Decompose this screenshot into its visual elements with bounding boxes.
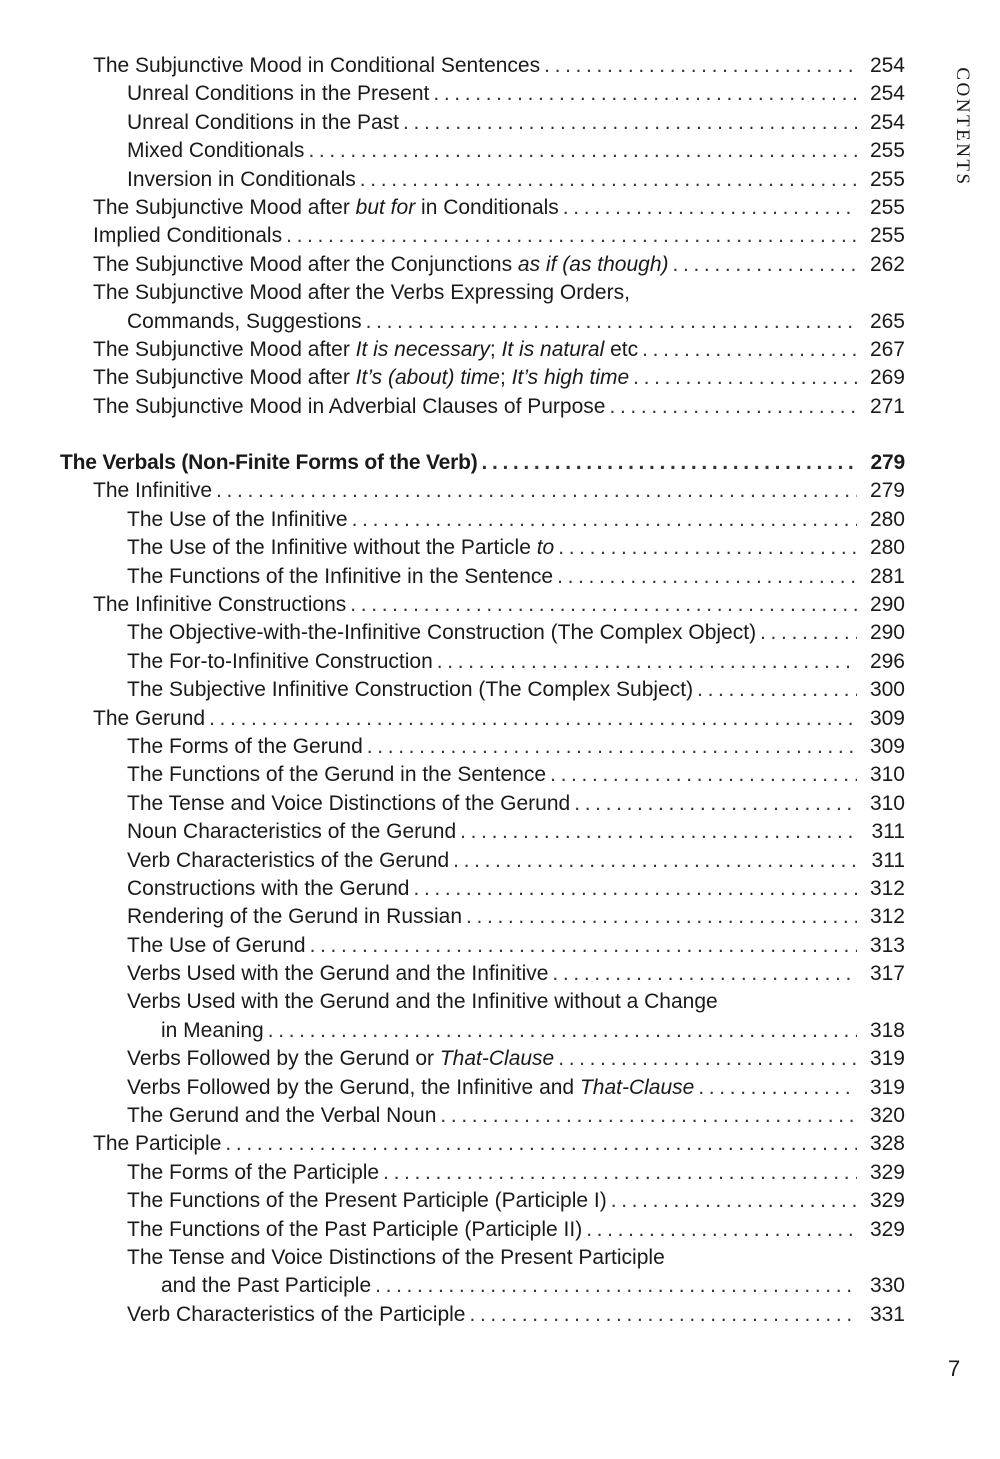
toc-entry-title [93,364,629,392]
toc-entry-title [127,80,429,108]
toc-entry-title [127,137,304,165]
toc-entry-title [93,52,540,80]
title-segment: The Tense and Voice Distinctions of the Gerund [127,791,571,815]
dot-leader [352,506,857,534]
toc-page-number: 317 [869,962,905,986]
toc-entry[interactable] [60,619,905,647]
title-segment: The Tense and Voice Distinctions of the Present Participle [127,1246,665,1269]
toc-entry[interactable] [60,932,905,960]
toc-entry[interactable] [60,847,905,875]
title-segment: The Gerund and the Verbal Noun [127,1104,437,1128]
title-segment: Mixed Conditionals [127,139,305,163]
toc-entry-title [161,1272,371,1300]
toc-page-number: 310 [869,791,905,815]
toc-entry-title [93,251,669,279]
toc-page-number: 319 [869,1075,905,1099]
dot-leader [563,194,857,222]
toc-entry-title [93,222,282,250]
toc-entry[interactable] [60,336,905,364]
toc-entry-title [127,506,348,534]
toc-entry[interactable] [60,222,905,250]
toc-entry-title [127,1159,379,1187]
dot-leader [673,251,857,279]
toc-entry[interactable] [60,563,905,591]
dot-leader [557,563,857,591]
title-segment: The Functions of the Gerund in the Sentence [127,763,547,787]
page-number: 7 [948,1356,961,1381]
title-segment: The Functions of the Present Participle (Participle I) [127,1189,607,1213]
toc-entry[interactable] [60,591,905,619]
title-segment: Rendering of the Gerund in Russian [127,905,463,929]
dot-leader [225,1130,857,1158]
toc-entry[interactable] [60,1301,905,1329]
title-segment: The Forms of the Participle [127,1160,380,1184]
toc-page-number: 271 [869,394,905,418]
toc-entry[interactable] [60,1187,905,1215]
table-of-contents [60,52,905,1329]
toc-entry[interactable] [60,733,905,761]
title-segment: Verbs Used with the Gerund and the Infinitive without a Change [127,990,718,1014]
title-segment: It’s (about) time [355,366,500,390]
toc-entry-title [127,1045,554,1073]
toc-page-number: 265 [869,309,905,333]
title-segment: The Subjunctive Mood after the Verbs Expressing Orders, [93,281,630,305]
dot-leader [310,932,857,960]
toc-entry[interactable] [60,52,905,80]
toc-entry[interactable] [60,1130,905,1158]
toc-entry[interactable] [60,1159,905,1187]
toc-entry[interactable] [60,989,905,1017]
title-segment: etc [604,337,639,361]
title-segment: The Subjunctive Mood after [93,337,356,361]
toc-page-number: 313 [869,933,905,957]
toc-page-number: 290 [869,593,905,617]
toc-page-number: 329 [869,1217,905,1241]
toc-page-number: 280 [869,536,905,560]
toc-entry-title [93,705,205,733]
title-segment: That-Clause [579,1075,695,1099]
title-segment: The Subjunctive Mood in Adverbial Clauses of Purpose [93,394,606,418]
dot-leader [609,393,857,421]
toc-entry-title [127,648,433,676]
toc-entry[interactable] [60,705,905,733]
toc-page-number: 269 [869,366,905,390]
title-segment: The Subjunctive Mood after the Conjunctions [93,252,518,276]
toc-entry[interactable] [60,534,905,562]
dot-leader [466,903,857,931]
dot-leader [350,591,857,619]
toc-entry-title [127,676,693,704]
toc-page-number: 309 [869,706,905,730]
toc-page-number: 310 [869,763,905,787]
toc-entry[interactable] [60,1017,905,1045]
title-segment: Verbs Followed by the Gerund or [127,1047,440,1071]
toc-entry[interactable] [60,761,905,789]
toc-entry[interactable] [60,477,905,505]
toc-entry[interactable] [60,648,905,676]
dot-leader [469,1301,857,1329]
dot-leader [308,137,857,165]
dot-leader [440,1102,857,1130]
dot-leader [268,1017,857,1045]
title-segment: Verb Characteristics of the Gerund [127,848,450,872]
title-segment: Commands, Suggestions [127,309,362,333]
dot-leader [453,847,857,875]
toc-entry-title [127,1244,665,1272]
toc-page-number: 281 [869,564,905,588]
toc-entry-title [127,109,399,137]
dot-leader [433,80,857,108]
toc-page-number: 309 [869,734,905,758]
toc-entry[interactable] [60,960,905,988]
toc-page-number: 312 [869,876,905,900]
toc-entry[interactable] [60,194,905,222]
toc-entry-title [127,563,553,591]
toc-entry-title [127,960,548,988]
toc-page-number: 311 [871,820,905,844]
title-segment: The Infinitive Constructions [93,593,347,617]
dot-leader [698,1074,857,1102]
toc-entry-title [127,1301,465,1329]
toc-page-number: 279 [869,479,905,503]
side-running-head [950,57,974,197]
toc-entry-title [127,988,718,1016]
title-segment: Verbs Used with the Gerund and the Infinitive [127,962,549,986]
toc-entry-title [127,903,462,931]
toc-entry[interactable] [60,1102,905,1130]
toc-entry[interactable] [60,109,905,137]
toc-page-number: 331 [869,1302,905,1326]
title-segment: That-Clause [439,1047,555,1071]
toc-entry-title [127,534,554,562]
dot-leader [482,449,858,477]
toc-page-number: 328 [869,1132,905,1156]
title-segment: but for [355,195,416,219]
toc-section-heading[interactable] [60,449,905,477]
toc-entry-title [127,761,546,789]
toc-page-number: 329 [869,1189,905,1213]
dot-leader [574,790,857,818]
toc-page-number: 290 [869,621,905,645]
title-segment: Unreal Conditions in the Past [127,110,399,134]
section-label: CONTENTS [952,67,973,187]
title-segment: It is natural [501,337,605,361]
toc-entry[interactable] [60,393,905,421]
title-segment: to [536,536,555,560]
dot-leader [760,619,857,647]
title-segment: in Meaning [161,1018,264,1042]
toc-page-number: 329 [869,1160,905,1184]
toc-entry-title [93,194,559,222]
toc-entry[interactable] [60,790,905,818]
dot-leader [437,648,857,676]
title-segment: The Subjunctive Mood after [93,366,356,390]
title-segment: The Subjunctive Mood after [93,195,356,219]
toc-page-number: 279 [870,451,905,475]
toc-page-number: 254 [869,53,905,77]
title-segment: and the Past Participle [161,1274,372,1298]
toc-entry[interactable] [60,279,905,307]
title-segment: Constructions with the Gerund [127,876,410,900]
title-segment: The Objective-with-the-Infinitive Construction (The Complex Object) [127,621,757,645]
toc-entry[interactable] [60,875,905,903]
dot-leader [558,534,857,562]
title-segment: The Use of Gerund [127,933,306,957]
dot-leader [383,1159,857,1187]
dot-leader [642,336,857,364]
toc-page-number: 320 [869,1104,905,1128]
dot-leader [366,308,857,336]
toc-entry[interactable] [60,308,905,336]
title-segment: ; [489,337,502,361]
title-segment: Inversion in Conditionals [127,167,356,191]
dot-leader [460,818,857,846]
toc-entry[interactable] [60,1216,905,1244]
dot-leader [544,52,857,80]
toc-page-number: 296 [869,649,905,673]
toc-entry-title [127,619,756,647]
toc-page-number: 280 [869,507,905,531]
toc-entry-title [161,1017,264,1045]
title-segment: Verbs Followed by the Gerund, the Infinitive and [127,1075,580,1099]
toc-page-number: 318 [869,1018,905,1042]
dot-leader [611,1187,857,1215]
toc-entry[interactable] [60,676,905,704]
toc-page-number: 254 [869,82,905,106]
toc-entry[interactable] [60,137,905,165]
dot-leader [552,960,857,988]
toc-entry-title [93,1130,221,1158]
toc-entry[interactable] [60,903,905,931]
toc-entry[interactable] [60,1045,905,1073]
toc-page-number: 255 [869,139,905,163]
dot-leader [209,705,857,733]
toc-page-number: 255 [869,167,905,191]
title-segment: as if (as though) [517,252,669,276]
toc-entry[interactable] [60,251,905,279]
dot-leader [633,364,857,392]
toc-entry-title [93,477,212,505]
toc-entry[interactable] [60,1244,905,1272]
dot-leader [403,109,857,137]
title-segment: The Forms of the Gerund [127,734,363,758]
toc-entry[interactable] [60,1272,905,1300]
dot-leader [216,477,857,505]
toc-page-number: 312 [869,905,905,929]
toc-entry-title [127,1102,436,1130]
toc-entry-title [93,591,346,619]
toc-page-number: 267 [869,337,905,361]
title-segment: Verb Characteristics of the Participle [127,1302,466,1326]
toc-page-number: 330 [869,1274,905,1298]
dot-leader [367,733,857,761]
title-segment: The Functions of the Infinitive in the Sentence [127,564,554,588]
toc-page-number: 255 [869,195,905,219]
toc-entry-title [127,1216,582,1244]
dot-leader [586,1216,857,1244]
dot-leader [550,761,857,789]
title-segment: The Participle [93,1132,222,1156]
toc-entry-title [127,875,409,903]
toc-entry[interactable] [60,1074,905,1102]
title-segment: The Subjunctive Mood in Conditional Sentences [93,53,541,77]
toc-entry[interactable] [60,818,905,846]
title-segment: The Infinitive [93,479,213,503]
toc-entry-title [127,790,570,818]
dot-leader [286,222,857,250]
toc-page-number: 255 [869,224,905,248]
toc-entry-title [93,393,605,421]
title-segment: in Conditionals [415,195,559,219]
title-segment: Implied Conditionals [93,224,283,248]
toc-page-number: 311 [871,848,905,872]
title-segment: It’s high time [511,366,630,390]
toc-entry-title [93,279,630,307]
title-segment: The Use of the Infinitive without the Particle [127,536,537,560]
dot-leader [697,676,857,704]
title-segment: The Functions of the Past Participle (Participle II) [127,1217,583,1241]
title-segment: The For-to-Infinitive Construction [127,649,433,673]
title-segment: The Verbals (Non-Finite Forms of the Verb) [60,451,478,475]
title-segment: The Subjective Infinitive Construction (The Complex Subject) [127,678,694,702]
dot-leader [375,1272,857,1300]
title-segment: The Use of the Infinitive [127,507,348,531]
toc-entry-title [127,733,363,761]
toc-entry-title [127,1187,607,1215]
title-segment: Noun Characteristics of the Gerund [127,820,457,844]
toc-entry[interactable] [60,364,905,392]
toc-entry[interactable] [60,166,905,194]
dot-leader [413,875,857,903]
dot-leader [558,1045,857,1073]
dot-leader [360,166,857,194]
toc-entry-title [127,818,456,846]
toc-entry-title [60,449,478,477]
toc-entry-title [127,932,306,960]
toc-entry-title [127,1074,694,1102]
title-segment: ; [500,366,512,390]
toc-entry[interactable] [60,506,905,534]
toc-entry-title [127,847,449,875]
title-segment: It is necessary [355,337,490,361]
toc-entry-title [127,166,356,194]
toc-page-number: 262 [869,252,905,276]
title-segment: Unreal Conditions in the Present [127,82,430,106]
toc-entry-title [93,336,638,364]
toc-entry[interactable] [60,80,905,108]
toc-page-number: 300 [869,678,905,702]
title-segment: The Gerund [93,706,206,730]
toc-page-number: 254 [869,110,905,134]
toc-page-number: 319 [869,1047,905,1071]
toc-entry-title [127,308,362,336]
